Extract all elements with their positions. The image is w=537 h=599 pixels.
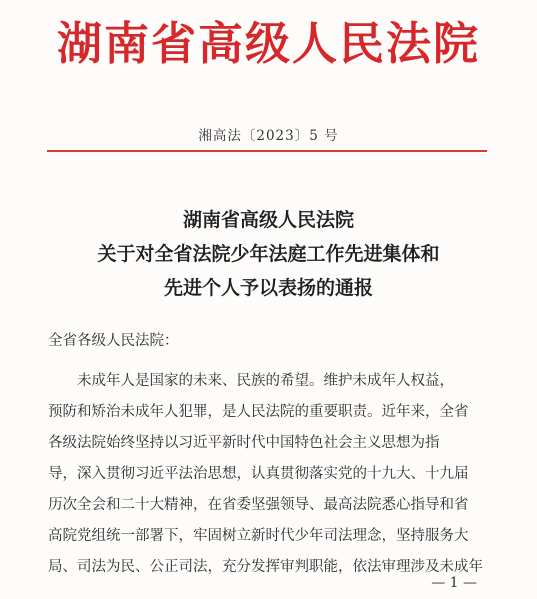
- title-line-3: 先进个人予以表扬的通报: [163, 277, 373, 299]
- body-line: 局、司法为民、公正司法，充分发挥审判职能，依法审理涉及未成年: [48, 559, 483, 575]
- salutation: 全省各级人民法院：: [48, 333, 179, 349]
- page-number: — 1 —: [431, 575, 477, 591]
- document-title: [0, 203, 537, 305]
- body-text: [48, 366, 494, 583]
- issuer-red-header: 湖南省高级人民法院: [56, 17, 480, 70]
- body-line: 导，深入贯彻习近平法治思想，认真贯彻落实党的十九大、十九届: [48, 466, 469, 482]
- body-line: 高院党组统一部署下，牢固树立新时代少年司法理念，坚持服务大: [48, 528, 469, 544]
- body-line: 预防和矫治未成年人犯罪，是人民法院的重要职责。近年来，全省: [48, 404, 469, 420]
- body-line: 未成年人是国家的未来、民族的希望。维护未成年人权益，: [77, 373, 454, 389]
- body-line: 各级法院始终坚持以习近平新时代中国特色社会主义思想为指: [48, 435, 440, 451]
- body-line: 历次全会和二十大精神，在省委坚强领导、最高法院悉心指导和省: [48, 497, 469, 513]
- title-line-1: 湖南省高级人民法院: [182, 209, 354, 231]
- document-number: 湘高法〔2023〕5 号: [198, 128, 339, 144]
- title-line-2: 关于对全省法院少年法庭工作先进集体和: [97, 243, 440, 265]
- red-divider-line: [47, 150, 487, 152]
